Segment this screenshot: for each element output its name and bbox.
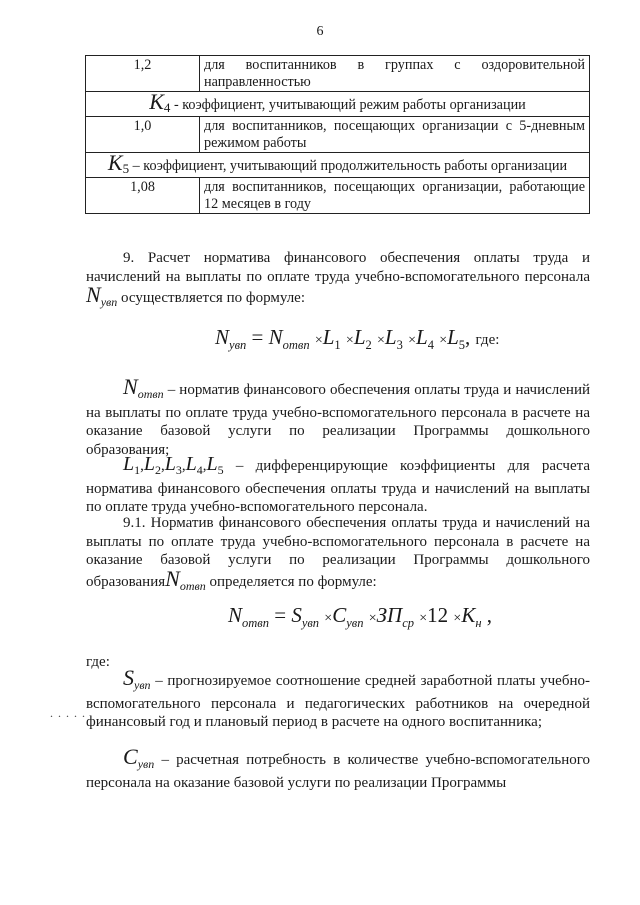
paragraph-9-1: 9.1. Норматив финансового обеспечения оплаты труда и начислений на выплаты по оплате труда учебно-вспомогательного персонала в расчете на оказание базовой услуги по реализации Программы дошкольного образованияN$_{отвп}$ определяется по формуле: [86,515,590,593]
coefficient-value: 1,2 [86,56,200,92]
formula-n-uvp: $N_{увп} = N_{отвп} \times L_1 \times L_2 \times L_3 \times L_4 \times L_5$, где: [215,325,500,352]
coefficient-value: 1,0 [86,117,200,153]
coefficient-table [85,55,590,214]
definition-n-otvp: $N_{отвп}$ – норматив финансового обеспечения оплаты труда и начислений на выплаты по оплате труда учебно-вспомогательного персонала в расчете на оказание базовой услуги по реализации Программы дошкольного образования; [86,374,590,458]
k5-header-cell: K5 – коэффициент, учитывающий продолжительность работы организации [86,153,590,178]
definition-l-coefficients: $L_1,L_2,L_3,L_4,L_5$ – дифференцирующие коэффициенты для расчета норматива финансового обеспечения оплаты труда и начислений на выплаты по оплате труда учебно-вспомогательного персонала. [86,453,591,515]
coefficient-description: для воспитанников в группах с оздоровительной направленностью [200,56,590,92]
where-label: где: [86,654,110,670]
table-row [86,178,590,214]
table-row [86,117,590,153]
k4-description: - коэффициент, учитывающий режим работы организации [173,97,526,113]
paragraph-9: 9. Расчет норматива финансового обеспечения оплаты труда и начислений на выплаты по оплате труда учебно-вспомогательного персонала $N_{увп}$ осуществляется по формуле: [86,250,590,309]
coefficient-description: для воспитанников, посещающих организации, работающие 12 месяцев в году [200,178,590,214]
table-header-row [86,92,590,117]
k5-description: – коэффициент, учитывающий продолжительность работы организации [132,158,568,174]
page-number: 6 [316,24,324,39]
k4-header-cell: K4 - коэффициент, учитывающий режим работы организации [86,92,590,117]
coefficient-value: 1,08 [86,178,200,214]
definition-c-uvp: $C_{увп}$ – расчетная потребность в количестве учебно-вспомогательного персонала на оказание базовой услуги по реализации Программы [86,744,590,791]
table-row [86,56,590,92]
table-header-row [86,153,590,178]
definition-s-uvp: $S_{увп}$ – прогнозируемое соотношение средней заработной платы учебно-вспомогательного персонала и педагогических работников на очередной финансовый год и плановый период в расчете на одного воспитанника; [86,665,590,730]
coefficient-description: для воспитанников, посещающих организации с 5-дневным режимом работы [200,117,590,153]
margin-dots: ..... [50,706,90,720]
formula-n-otvp: $N_{отвп} = S_{увп} \times C_{увп} \times ЗП_{ср} \times 12 \times K_н$ , [228,603,493,630]
